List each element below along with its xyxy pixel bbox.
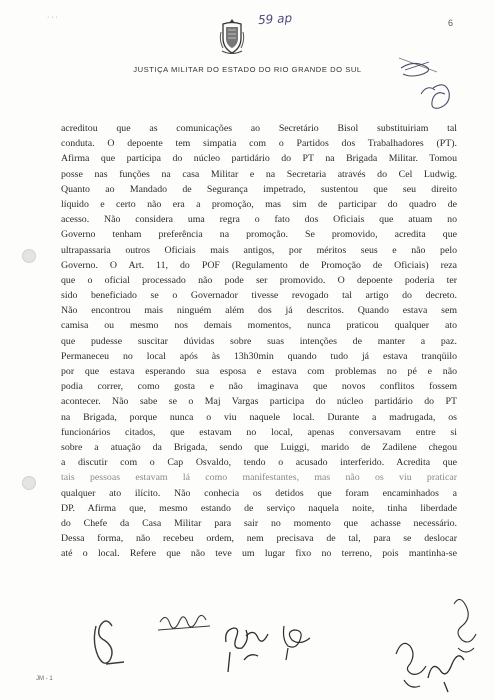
body-line: Dessa forma, não recebeu ordem, nem precisava de tal, para se deslocar bbox=[61, 533, 457, 545]
signature-5 bbox=[396, 643, 426, 687]
body-line: DP. Afirma que, mesmo estando de serviço naquela noite, tinha liberdade bbox=[61, 502, 457, 514]
body-line: que pudesse suscitar dúvidas sobre suas intenções de manter a paz. bbox=[61, 335, 457, 347]
body-line: podia correr, como gosta e não imaginava que novos conflitos fossem bbox=[61, 381, 457, 393]
body-line: posse nas funções na casa Militar e na Secretaria através do Cel Ludwig. bbox=[61, 168, 457, 180]
stamp-signature bbox=[393, 50, 455, 116]
body-line: Governo tenham preferência na promoção. Se promovido, acredita que bbox=[61, 229, 457, 241]
signature-4 bbox=[284, 626, 311, 660]
document-header: JUSTIÇA MILITAR DO ESTADO DO RIO GRANDE DO SUL bbox=[133, 65, 362, 74]
body-line: funcionários citados, que estavam no local, apenas conversavam entre si bbox=[61, 426, 457, 438]
body-line: a discutir com o Cap Osvaldo, tendo o acusado interferido. Acredita que bbox=[61, 457, 457, 469]
body-line: sobre a atuação da Brigada, sendo que Luiggi, marido de Zadilene chegou bbox=[61, 441, 457, 453]
body-line: acontecer. Não sabe se o Maj Vargas participa do núcleo partidário do PT bbox=[61, 396, 457, 408]
handwritten-folio: 59 ap bbox=[257, 10, 293, 28]
body-line: conduta. O depoente tem simpatia com o Partidos dos Trabalhadores (PT). bbox=[61, 138, 457, 150]
binder-hole bbox=[22, 249, 36, 263]
body-line: Não encontrou mais ninguém além dos já descritos. Quando estava sem bbox=[61, 305, 457, 317]
signature-7 bbox=[454, 599, 476, 652]
signatures bbox=[0, 590, 495, 700]
body-text bbox=[61, 121, 457, 561]
body-line: ultrapassaria outros Oficiais mais antigos, por méritos seus e não pelo bbox=[61, 244, 457, 256]
body-line: tais pessoas estavam lá como manifestantes, mas não os viu praticar bbox=[61, 472, 457, 484]
body-line: do Chefe da Casa Militar para sair no momento que achasse necessário. bbox=[61, 517, 457, 529]
body-line: até o local. Refere que não teve um lugar fixo no terreno, pois mantinha-se bbox=[61, 548, 457, 560]
body-line: Afirma que participa do núcleo partidário do PT na Brigada Militar. Tomou bbox=[61, 153, 457, 165]
body-line: sido beneficiado se o Governador tivesse revogado tal artigo do decreto. bbox=[61, 290, 457, 302]
body-line: Quanto ao Mandado de Segurança impetrado, sustentou que seu direito bbox=[61, 183, 457, 195]
body-line: na Brigada, porque nunca o viu naquele local. Durante a madrugada, os bbox=[61, 411, 457, 423]
binder-hole bbox=[22, 476, 36, 490]
signature-3 bbox=[226, 628, 268, 672]
body-line: que o oficial processado não pode ser promovido. O depoente poderia ter bbox=[61, 274, 457, 286]
coat-of-arms-icon bbox=[219, 18, 245, 56]
signature-6 bbox=[428, 656, 464, 692]
signature-1 bbox=[94, 621, 124, 664]
body-line: por que estava esperando sua esposa e estava com problemas no pé e não bbox=[61, 366, 457, 377]
page-number: 6 bbox=[448, 18, 454, 28]
footer-code: JM - 1 bbox=[36, 676, 53, 682]
body-line: Permaneceu no local após às 13h30min quando tudo já estava tranqüilo bbox=[61, 350, 457, 362]
body-line: camisa ou mesmo nos demais momentos, nunca praticou qualquer ato bbox=[61, 320, 457, 332]
body-line: acesso. Não considera uma regra o fato dos Oficiais que atuam no bbox=[61, 214, 457, 226]
body-line: acreditou que as comunicações ao Secretário Bisol substituiriam tal bbox=[61, 123, 457, 134]
signature-2 bbox=[158, 615, 210, 630]
body-line: qualquer ato ilícito. Não conhecia os detidos que foram encaminhados a bbox=[61, 487, 457, 499]
body-line: líquido e certo não era a promoção, mas sim de participar do quadro de bbox=[61, 198, 457, 210]
body-line: Governo. O Art. 11, do POF (Regulamento de Promoção de Oficiais) reza bbox=[61, 259, 457, 271]
corner-mark: · · · bbox=[47, 14, 58, 21]
